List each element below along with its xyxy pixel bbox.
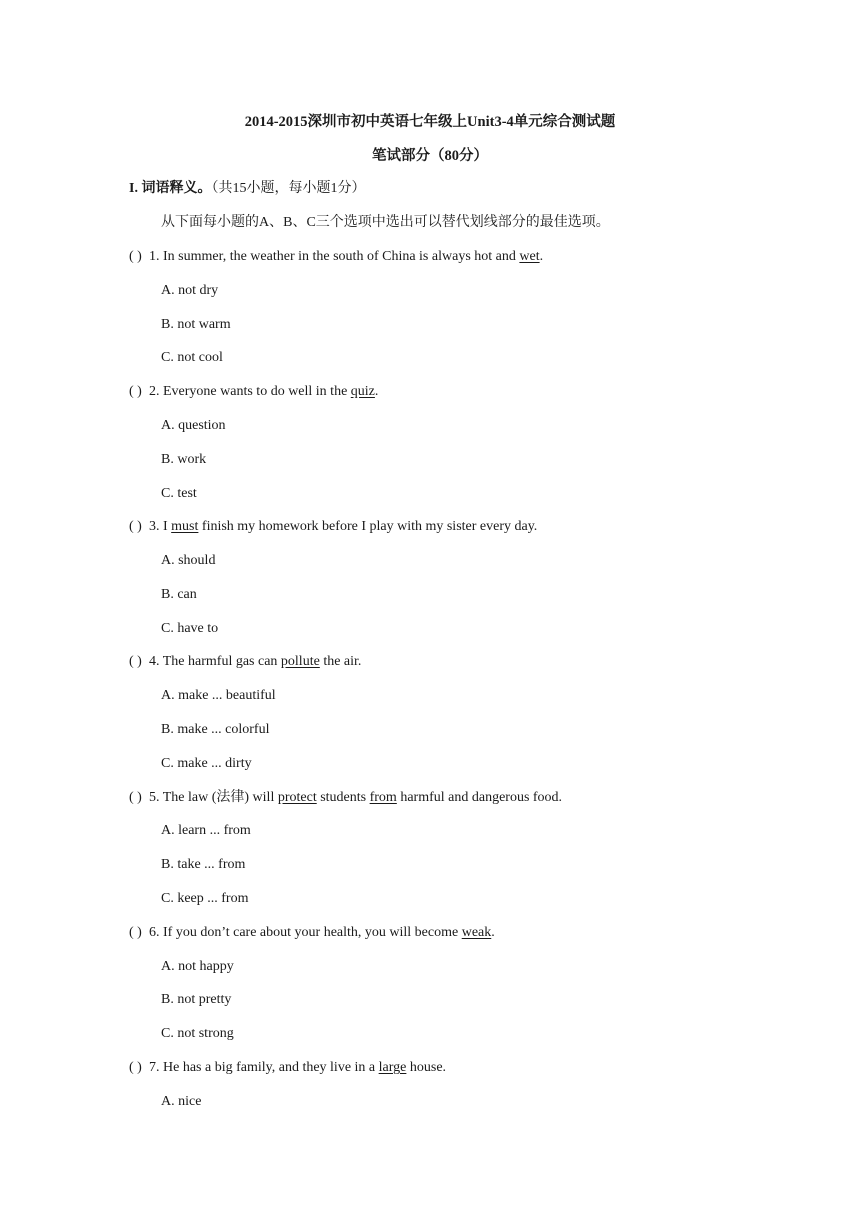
question-text: 3. I — [149, 519, 172, 534]
question-text-tail: house. — [406, 1060, 447, 1075]
underlined-word-2: from — [369, 790, 397, 805]
q2-option-c: C. test — [161, 486, 197, 501]
q6-option-b: B. not pretty — [161, 992, 232, 1007]
underlined-word: wet — [519, 249, 540, 264]
q3-option-c: C. have to — [161, 621, 219, 636]
q2-option-b: B. work — [161, 452, 207, 467]
question-text: 5. The law (法律) will — [149, 790, 278, 805]
q2-option-a: A. question — [161, 418, 226, 433]
question-text-middle: students — [316, 790, 370, 805]
answer-blank: ( ) — [129, 790, 142, 805]
underlined-word: large — [378, 1060, 407, 1075]
question-text-tail: finish my homework before I play with my sister every day. — [198, 519, 538, 534]
question-text: 6. If you don’t care about your health, you will become — [149, 925, 462, 940]
q4-option-a: A. make ... beautiful — [161, 688, 276, 703]
underlined-word: must — [171, 519, 199, 534]
answer-blank: ( ) — [129, 519, 142, 534]
section-instruction: 从下面每小题的A、B、C三个选项中选出可以替代划线部分的最佳选项。 — [161, 215, 610, 230]
question-3 — [129, 518, 537, 536]
question-text: 1. In summer, the weather in the south of China is always hot and — [149, 249, 520, 264]
exam-title: 2014-2015深圳市初中英语七年级上Unit3-4单元综合测试题 — [244, 114, 616, 130]
question-text-tail: . — [539, 249, 544, 264]
underlined-word: protect — [277, 790, 317, 805]
q3-option-b: B. can — [161, 587, 197, 602]
q1-option-a: A. not dry — [161, 283, 219, 298]
q3-option-a: A. should — [161, 553, 216, 568]
section-number: I. — [129, 181, 138, 196]
q7-option-a: A. nice — [161, 1094, 202, 1109]
question-5 — [129, 789, 562, 807]
question-text: 4. The harmful gas can — [149, 654, 281, 669]
question-text: 7. He has a big family, and they live in a — [149, 1060, 379, 1075]
question-text: 2. Everyone wants to do well in the — [149, 384, 351, 399]
question-6 — [129, 924, 495, 942]
q5-option-a: A. learn ... from — [161, 823, 251, 838]
section-heading — [129, 180, 365, 198]
underlined-word: quiz — [350, 384, 375, 399]
question-7 — [129, 1059, 446, 1077]
question-text-tail: the air. — [319, 654, 362, 669]
q5-option-c: C. keep ... from — [161, 891, 249, 906]
question-2 — [129, 383, 378, 401]
question-text-tail: . — [491, 925, 495, 940]
underlined-word: weak — [461, 925, 492, 940]
underlined-word: pollute — [280, 654, 320, 669]
answer-blank: ( ) — [129, 1060, 142, 1075]
answer-blank: ( ) — [129, 654, 142, 669]
q4-option-b: B. make ... colorful — [161, 722, 270, 737]
answer-blank: ( ) — [129, 384, 142, 399]
question-text-tail: . — [374, 384, 379, 399]
q5-option-b: B. take ... from — [161, 857, 246, 872]
q6-option-a: A. not happy — [161, 959, 234, 974]
answer-blank: ( ) — [129, 249, 142, 264]
section-name: 词语释义。 — [141, 181, 212, 196]
q4-option-c: C. make ... dirty — [161, 756, 252, 771]
question-text-tail: harmful and dangerous food. — [396, 790, 563, 805]
q6-option-c: C. not strong — [161, 1026, 234, 1041]
section-note: （共15小题，每小题1分） — [211, 181, 366, 196]
q1-option-c: C. not cool — [161, 350, 223, 365]
question-4 — [129, 653, 361, 671]
exam-subtitle: 笔试部分（80分） — [372, 148, 488, 164]
q1-option-b: B. not warm — [161, 317, 231, 332]
question-1 — [129, 248, 543, 266]
answer-blank: ( ) — [129, 925, 142, 940]
